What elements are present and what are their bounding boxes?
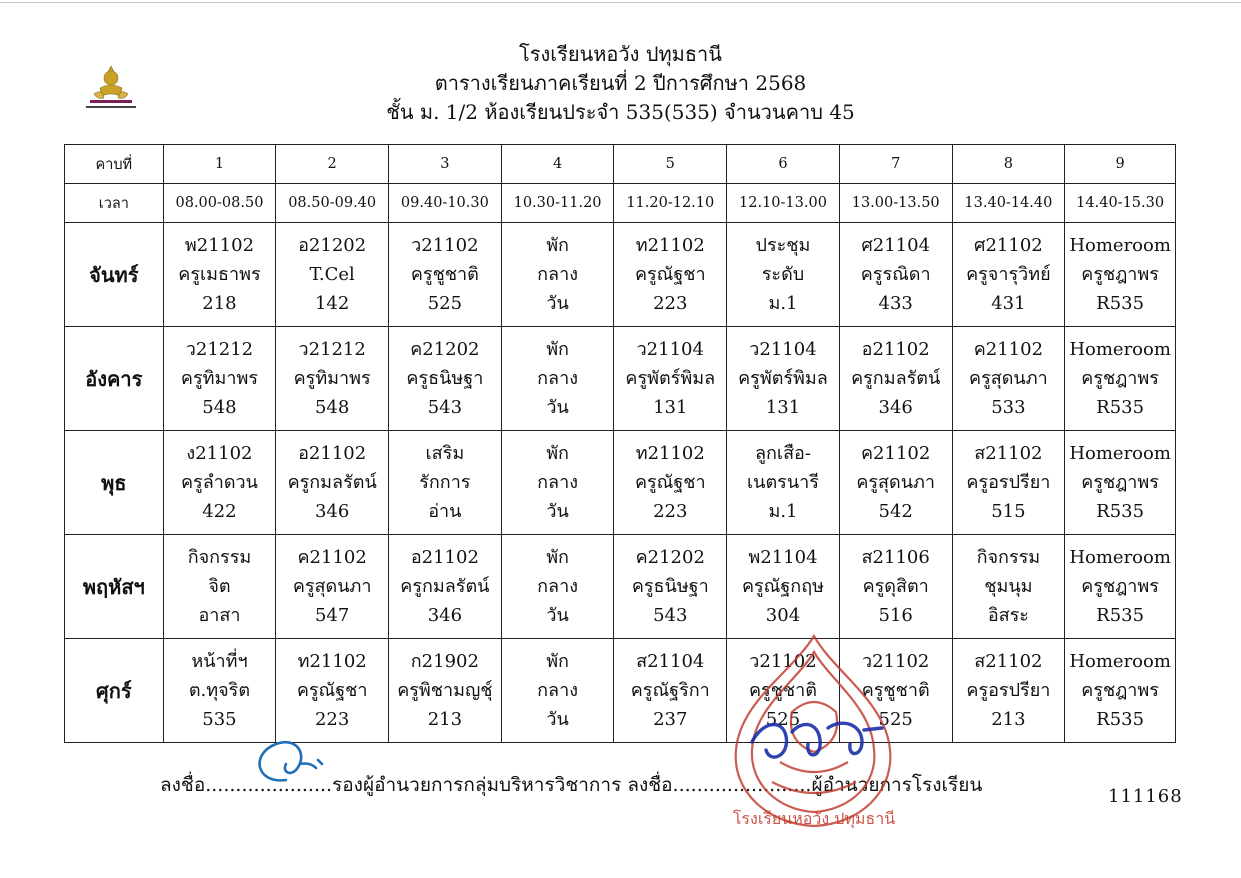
cell-line: T.Cel <box>309 264 355 285</box>
cell-line: 431 <box>991 293 1026 314</box>
cell-line: 213 <box>427 709 463 730</box>
cell-line: 543 <box>653 605 688 626</box>
schedule-cell <box>1065 535 1176 639</box>
schedule-cell <box>727 431 840 535</box>
cell-line: ว21212 <box>185 339 254 360</box>
schedule-cell <box>839 431 952 535</box>
cell-line: เสริม <box>425 443 465 464</box>
cell-line: วัน <box>546 605 569 626</box>
cell-line: 223 <box>653 293 688 314</box>
schedule-cell <box>163 535 276 639</box>
cell-line: 218 <box>202 293 237 314</box>
cell-line: อ่าน <box>428 501 462 522</box>
cell-line: 213 <box>991 709 1026 730</box>
schedule-cell <box>389 535 502 639</box>
cell-line: Homeroom <box>1069 443 1171 464</box>
cell-line: 131 <box>653 397 688 418</box>
cell-line: ท21102 <box>635 235 705 256</box>
schedule-cell <box>1065 431 1176 535</box>
cell-line: ม.1 <box>768 293 798 314</box>
cell-line: ส21102 <box>974 651 1043 672</box>
cell-line: ครูณัฐชา <box>634 472 706 493</box>
cell-line: 525 <box>765 709 801 730</box>
time-label: เวลา <box>65 184 164 223</box>
document-header <box>0 40 1241 127</box>
cell-line: ครูณัฐชา <box>634 264 706 285</box>
cell-line: 346 <box>427 605 463 626</box>
cell-line: ครูเมธาพร <box>178 264 261 285</box>
day-label: จันทร์ <box>65 223 164 327</box>
cell-line: ครูลำดวน <box>180 472 258 493</box>
day-label: อังคาร <box>65 327 164 431</box>
schedule-cell <box>839 223 952 327</box>
period-number: 4 <box>501 145 614 184</box>
cell-line: ครูชฎาพร <box>1081 576 1159 597</box>
cell-line: ครูสุดนภา <box>856 472 936 493</box>
cell-line: อาสา <box>198 605 241 626</box>
cell-line: ครูทิมาพร <box>180 368 258 389</box>
cell-line: 237 <box>653 709 688 730</box>
time-slot: 09.40-10.30 <box>389 184 502 223</box>
school-name: โรงเรียนหอวัง ปทุมธานี <box>519 42 722 66</box>
cell-line: ครูชูชาติ <box>861 680 930 701</box>
schedule-cell <box>952 223 1065 327</box>
cell-line: ครูรณิดา <box>860 264 931 285</box>
document-code: 111168 <box>1108 786 1183 807</box>
cell-line: อ21102 <box>410 547 479 568</box>
cell-line: ครูพิชามญชุ์ <box>397 680 493 701</box>
day-label: พุธ <box>65 431 164 535</box>
cell-line: Homeroom <box>1069 339 1171 360</box>
time-slot: 10.30-11.20 <box>501 184 614 223</box>
cell-line: ชุมนุม <box>984 576 1033 597</box>
cell-line: จิต <box>208 576 231 597</box>
period-number: 6 <box>727 145 840 184</box>
cell-line: ค21202 <box>635 547 705 568</box>
schedule-cell <box>1065 223 1176 327</box>
period-number: 1 <box>163 145 276 184</box>
cell-line: ค21202 <box>410 339 480 360</box>
cell-line: ครูกมลรัตน์ <box>287 472 377 493</box>
schedule-cell <box>389 223 502 327</box>
cell-line: พัก <box>546 651 569 672</box>
cell-line: 516 <box>878 605 913 626</box>
schedule-cell <box>839 535 952 639</box>
table-row <box>65 639 1176 743</box>
cell-line: ครูชฎาพร <box>1081 264 1159 285</box>
cell-line: กลาง <box>537 264 578 285</box>
cell-line: พ21104 <box>748 547 818 568</box>
cell-line: 223 <box>653 501 688 522</box>
cell-line: ว21102 <box>749 651 817 672</box>
schedule-cell <box>389 431 502 535</box>
time-slot: 13.00-13.50 <box>839 184 952 223</box>
cell-line: ครูอรปรียา <box>966 680 1051 701</box>
cell-line: 548 <box>314 397 350 418</box>
cell-line: 346 <box>314 501 350 522</box>
cell-line: 548 <box>202 397 237 418</box>
schedule-cell <box>952 431 1065 535</box>
cell-line: พัก <box>546 443 569 464</box>
cell-line: 535 <box>202 709 237 730</box>
cell-line: ครูจารุวิทย์ <box>966 264 1051 285</box>
cell-line: ครูดุสิตา <box>862 576 929 597</box>
cell-line: กิจกรรม <box>187 547 252 568</box>
signature-line: ลงชื่อ.....................รองผู้อำนวยการกลุ่มบริหารวิชาการ ลงชื่อ.......................ผู้อำนวยการโรงเรียน <box>160 774 983 796</box>
schedule-cell <box>276 639 389 743</box>
table-row <box>65 223 1176 327</box>
schedule-cell <box>614 431 727 535</box>
period-number: 3 <box>389 145 502 184</box>
day-label: พฤหัสฯ <box>65 535 164 639</box>
cell-line: ว21104 <box>636 339 704 360</box>
cell-line: ครูกมลรัตน์ <box>851 368 941 389</box>
cell-line: ว21212 <box>298 339 366 360</box>
cell-line: ต.ทุจริต <box>188 680 251 701</box>
time-slot: 08.00-08.50 <box>163 184 276 223</box>
cell-line: ว21102 <box>861 651 930 672</box>
schedule-cell <box>163 223 276 327</box>
cell-line: รักการ <box>419 472 471 493</box>
schedule-cell <box>501 223 614 327</box>
schedule-cell <box>501 327 614 431</box>
cell-line: กลาง <box>537 576 578 597</box>
time-header-row <box>65 184 1176 223</box>
cell-line: ครูธนิษฐา <box>631 576 709 597</box>
day-label: ศุกร์ <box>65 639 164 743</box>
cell-line: อิสระ <box>987 605 1029 626</box>
cell-line: 525 <box>427 293 463 314</box>
period-number: 2 <box>276 145 389 184</box>
cell-line: R535 <box>1096 501 1145 522</box>
cell-line: ครูพัตร์พิมล <box>738 368 828 389</box>
schedule-cell <box>727 223 840 327</box>
cell-line: พัก <box>546 547 569 568</box>
table-row <box>65 327 1176 431</box>
cell-line: ครูณัฐชา <box>296 680 368 701</box>
cell-line: ครูชฎาพร <box>1081 368 1159 389</box>
schedule-cell <box>163 639 276 743</box>
period-number: 7 <box>839 145 952 184</box>
schedule-cell <box>1065 327 1176 431</box>
table-row <box>65 431 1176 535</box>
time-slot: 14.40-15.30 <box>1065 184 1176 223</box>
schedule-cell <box>1065 639 1176 743</box>
cell-line: ท21102 <box>297 651 367 672</box>
cell-line: วัน <box>546 501 569 522</box>
cell-line: 142 <box>314 293 350 314</box>
cell-line: กิจกรรม <box>976 547 1041 568</box>
cell-line: ครูสุดนภา <box>969 368 1048 389</box>
cell-line: ครูชฎาพร <box>1081 472 1159 493</box>
cell-line: Homeroom <box>1069 651 1171 672</box>
cell-line: หน้าที่ฯ <box>191 651 248 672</box>
cell-line: ก21902 <box>410 651 479 672</box>
cell-line: 542 <box>878 501 913 522</box>
schedule-cell <box>276 223 389 327</box>
cell-line: 422 <box>202 501 237 522</box>
cell-line: 304 <box>765 605 801 626</box>
schedule-cell <box>389 639 502 743</box>
schedule-cell <box>501 431 614 535</box>
cell-line: 131 <box>765 397 801 418</box>
period-number: 8 <box>952 145 1065 184</box>
cell-line: ค21102 <box>861 443 931 464</box>
schedule-cell <box>952 639 1065 743</box>
cell-line: อ21202 <box>298 235 367 256</box>
cell-line: ศ21104 <box>861 235 931 256</box>
time-slot: 12.10-13.00 <box>727 184 840 223</box>
cell-line: ครูทิมาพร <box>293 368 371 389</box>
cell-line: ครูสุดนภา <box>292 576 372 597</box>
cell-line: ครูกมลรัตน์ <box>400 576 490 597</box>
period-number: 9 <box>1065 145 1176 184</box>
cell-line: 433 <box>878 293 913 314</box>
cell-line: ครูชฎาพร <box>1081 680 1159 701</box>
time-slot: 08.50-09.40 <box>276 184 389 223</box>
schedule-cell <box>839 639 952 743</box>
schedule-title: ตารางเรียนภาคเรียนที่ 2 ปีการศึกษา 2568 <box>434 71 807 95</box>
cell-line: ส21102 <box>974 443 1043 464</box>
cell-line: Homeroom <box>1069 235 1171 256</box>
cell-line: ครูธนิษฐา <box>406 368 484 389</box>
cell-line: R535 <box>1096 397 1145 418</box>
cell-line: กลาง <box>537 368 578 389</box>
period-label: คาบที่ <box>65 145 164 184</box>
schedule-cell <box>727 535 840 639</box>
cell-line: ง21102 <box>186 443 253 464</box>
cell-line: 525 <box>878 709 913 730</box>
class-info: ชั้น ม. 1/2 ห้องเรียนประจำ 535(535) จำนวนคาบ 45 <box>386 100 855 124</box>
cell-line: ครูพัตร์พิมล <box>625 368 716 389</box>
cell-line: พ21102 <box>184 235 255 256</box>
schedule-cell <box>389 327 502 431</box>
period-number: 5 <box>614 145 727 184</box>
cell-line: 515 <box>991 501 1026 522</box>
cell-line: ศ21102 <box>974 235 1043 256</box>
cell-line: ประชุม <box>755 235 811 256</box>
schedule-cell <box>727 327 840 431</box>
cell-line: ส21106 <box>861 547 930 568</box>
cell-line: ว21104 <box>749 339 817 360</box>
cell-line: ลูกเสือ- <box>754 443 811 464</box>
cell-line: 547 <box>314 605 350 626</box>
cell-line: ท21102 <box>635 443 705 464</box>
cell-line: อ21102 <box>861 339 930 360</box>
cell-line: ค21102 <box>297 547 367 568</box>
schedule-cell <box>952 327 1065 431</box>
cell-line: Homeroom <box>1069 547 1171 568</box>
cell-line: กลาง <box>537 472 578 493</box>
schedule-cell <box>163 327 276 431</box>
cell-line: ส21104 <box>636 651 705 672</box>
schedule-cell <box>501 639 614 743</box>
cell-line: เนตรนารี <box>747 472 819 493</box>
cell-line: 533 <box>991 397 1026 418</box>
cell-line: ครูณัฐริกา <box>630 680 710 701</box>
cell-line: ครูณัฐกฤษ <box>741 576 824 597</box>
table-row <box>65 535 1176 639</box>
cell-line: วัน <box>546 397 569 418</box>
cell-line: อ21102 <box>298 443 367 464</box>
cell-line: พัก <box>546 339 569 360</box>
schedule-cell <box>952 535 1065 639</box>
cell-line: กลาง <box>537 680 578 701</box>
cell-line: ม.1 <box>768 501 798 522</box>
time-slot: 13.40-14.40 <box>952 184 1065 223</box>
cell-line: R535 <box>1096 293 1145 314</box>
schedule-cell <box>614 327 727 431</box>
schedule-cell <box>501 535 614 639</box>
schedule-cell <box>276 535 389 639</box>
schedule-cell <box>839 327 952 431</box>
timetable <box>64 144 1176 743</box>
period-header-row <box>65 145 1176 184</box>
cell-line: ระดับ <box>761 264 805 285</box>
cell-line: 346 <box>878 397 913 418</box>
schedule-cell <box>276 431 389 535</box>
time-slot: 11.20-12.10 <box>614 184 727 223</box>
cell-line: วัน <box>546 709 569 730</box>
cell-line: ครูชูชาติ <box>410 264 479 285</box>
cell-line: วัน <box>546 293 569 314</box>
cell-line: ค21102 <box>973 339 1044 360</box>
schedule-cell <box>163 431 276 535</box>
top-border-line <box>0 2 1241 3</box>
schedule-cell <box>614 223 727 327</box>
cell-line: ว21102 <box>411 235 479 256</box>
cell-line: ครูชูชาติ <box>749 680 817 701</box>
schedule-cell <box>276 327 389 431</box>
seal-text: โรงเรียนหอวัง ปทุมธานี <box>732 809 896 828</box>
schedule-cell <box>614 535 727 639</box>
cell-line: 223 <box>314 709 350 730</box>
cell-line: ครูอรปรียา <box>966 472 1051 493</box>
cell-line: R535 <box>1096 605 1145 626</box>
schedule-cell <box>614 639 727 743</box>
cell-line: พัก <box>546 235 569 256</box>
schedule-cell <box>727 639 840 743</box>
cell-line: 543 <box>427 397 463 418</box>
cell-line: R535 <box>1096 709 1145 730</box>
